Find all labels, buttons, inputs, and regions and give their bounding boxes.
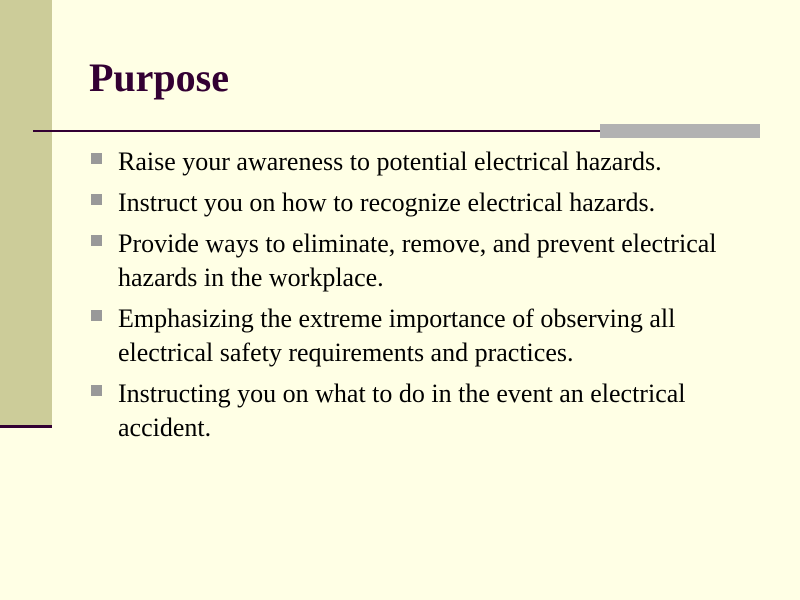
square-bullet-icon — [91, 235, 102, 246]
bullet-item — [90, 302, 760, 370]
bullet-text: Emphasizing the extreme importance of observing all electrical safety requirements and practices. — [118, 304, 676, 367]
slide-title: Purpose — [89, 55, 229, 100]
title-divider-accent — [600, 124, 760, 138]
title-divider — [33, 130, 600, 132]
bullet-item — [90, 145, 760, 179]
square-bullet-icon — [91, 153, 102, 164]
square-bullet-icon — [91, 310, 102, 321]
side-decoration-bar — [0, 0, 52, 425]
bullet-text: Raise your awareness to potential electrical hazards. — [118, 147, 662, 176]
bullet-text: Provide ways to eliminate, remove, and prevent electrical hazards in the workplace. — [118, 229, 717, 292]
bullet-item — [90, 186, 760, 220]
bullet-item — [90, 227, 760, 295]
bullet-item — [90, 377, 760, 445]
bullet-text: Instructing you on what to do in the event an electrical accident. — [118, 379, 686, 442]
square-bullet-icon — [91, 385, 102, 396]
square-bullet-icon — [91, 194, 102, 205]
bullet-text: Instruct you on how to recognize electrical hazards. — [118, 188, 656, 217]
side-decoration-line — [0, 425, 52, 428]
bullet-list — [90, 145, 760, 452]
